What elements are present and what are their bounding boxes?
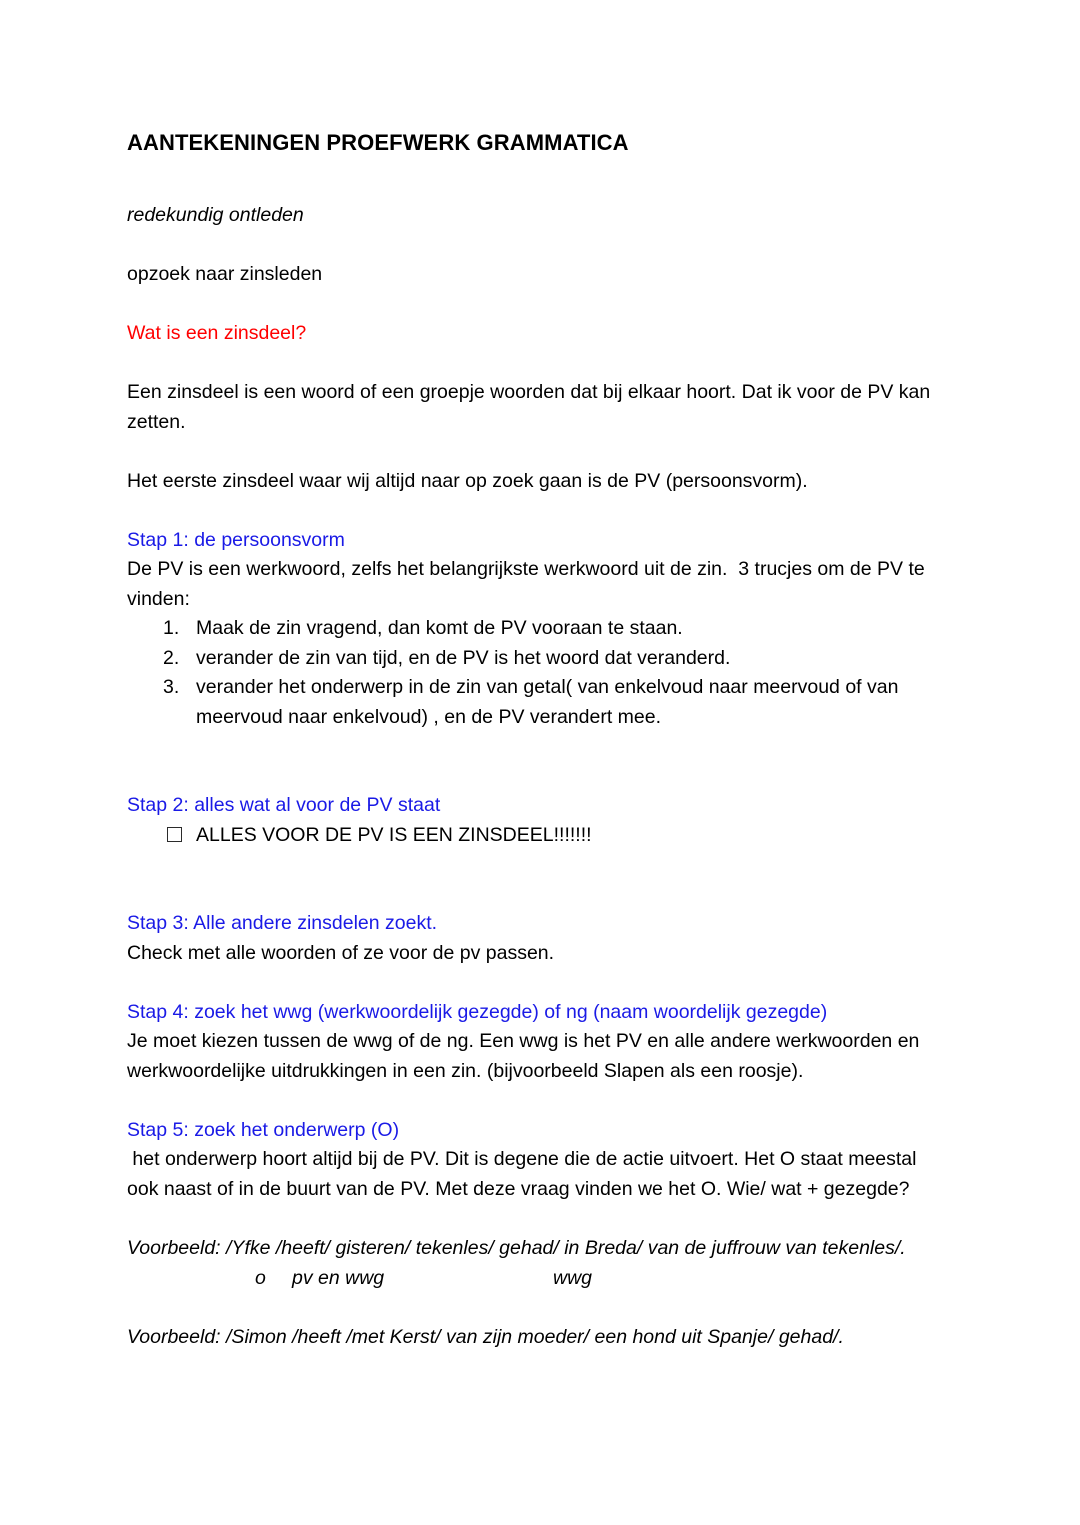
list-item-label: verander de zin van tijd, en de PV is het woord dat veranderd.: [196, 646, 731, 669]
step-2-bullet-label: ALLES VOOR DE PV IS EEN ZINSDEEL!!!!!!!: [196, 823, 592, 846]
list-item: [127, 614, 945, 644]
spacer: [127, 349, 945, 379]
empty-checkbox-icon: [167, 827, 182, 842]
step-3-body: Check met alle woorden of ze voor de pv passen.: [127, 941, 555, 964]
spacer: [127, 968, 945, 998]
step-3-heading: Stap 3: Alle andere zinsdelen zoekt.: [127, 912, 438, 934]
definition-paragraph: Een zinsdeel is een woord of een groepje woorden dat bij elkaar hoort. Dat ik voor de PV kan zetten.: [127, 381, 931, 433]
document-content: [127, 128, 945, 1352]
spacer: [127, 850, 945, 909]
annotation-pv-label: pv en wwg: [292, 1266, 385, 1289]
step-4-heading: Stap 4: zoek het wwg (werkwoordelijk gezegde) of ng (naam woordelijk gezegde): [127, 1000, 828, 1023]
document-subtitle: redekundig ontleden: [127, 204, 304, 226]
example-1-annotations: [127, 1264, 945, 1294]
step-2-heading: Stap 2: alles wat al voor de PV staat: [127, 794, 441, 816]
page-title: AANTEKENINGEN PROEFWERK GRAMMATICA: [127, 130, 629, 155]
list-item-number: 3.: [163, 676, 180, 698]
spacer: [127, 1204, 945, 1234]
annotation-subject-marker: o: [255, 1266, 266, 1289]
list-item-label: Maak de zin vragend, dan komt de PV vooraan te staan.: [196, 617, 683, 639]
spacer: [127, 732, 945, 791]
step-4-body: Je moet kiezen tussen de wwg of de ng. Een wwg is het PV en alle andere werkwoorden en werkwoordelijke uitdrukkingen in een zin. (bijvoorbeeld Slapen als een roosje).: [127, 1030, 920, 1082]
spacer: [127, 290, 945, 320]
question-heading: Wat is een zinsdeel?: [127, 322, 307, 344]
example-2-text: Voorbeeld: /Simon /heeft /met Kerst/ van zijn moeder/ een hond uit Spanje/ gehad/.: [127, 1325, 844, 1348]
step-1-list: [127, 614, 945, 732]
spacer: [127, 1293, 945, 1323]
first-part-paragraph: Het eerste zinsdeel waar wij altijd naar op zoek gaan is de PV (persoonsvorm).: [127, 469, 808, 492]
spacer: [127, 1086, 945, 1116]
annotation-wwg-label: wwg: [553, 1266, 593, 1289]
step-5-heading: Stap 5: zoek het onderwerp (O): [127, 1118, 400, 1141]
list-item: [127, 644, 945, 674]
step-5-body: het onderwerp hoort altijd bij de PV. Dit is degene die de actie uitvoert. Het O staat meestal ook naast of in de buurt van de PV. Met deze vraag vinden we het O. Wie/ wat + gezegde?: [127, 1148, 922, 1200]
step-2-bullet-item: [127, 821, 945, 851]
spacer: [127, 231, 945, 261]
list-item: [127, 673, 945, 732]
intro-line: opzoek naar zinsleden: [127, 263, 323, 285]
step-1-body: De PV is een werkwoord, zelfs het belangrijkste werkwoord uit de zin. 3 trucjes om de PV te vinden:: [127, 558, 931, 610]
spacer: [127, 437, 945, 467]
example-1-text: Voorbeeld: /Yfke /heeft/ gisteren/ tekenles/ gehad/ in Breda/ van de juffrouw van tekenles/.: [127, 1237, 906, 1259]
step-1-heading: Stap 1: de persoonsvorm: [127, 528, 345, 551]
spacer: [127, 496, 945, 526]
list-item-label: verander het onderwerp in de zin van getal( van enkelvoud naar meervoud of van meervoud naar enkelvoud) , en de PV verandert mee.: [196, 676, 899, 728]
spacer: [127, 157, 945, 201]
list-item-number: 1.: [163, 617, 180, 639]
list-item-number: 2.: [163, 646, 180, 669]
